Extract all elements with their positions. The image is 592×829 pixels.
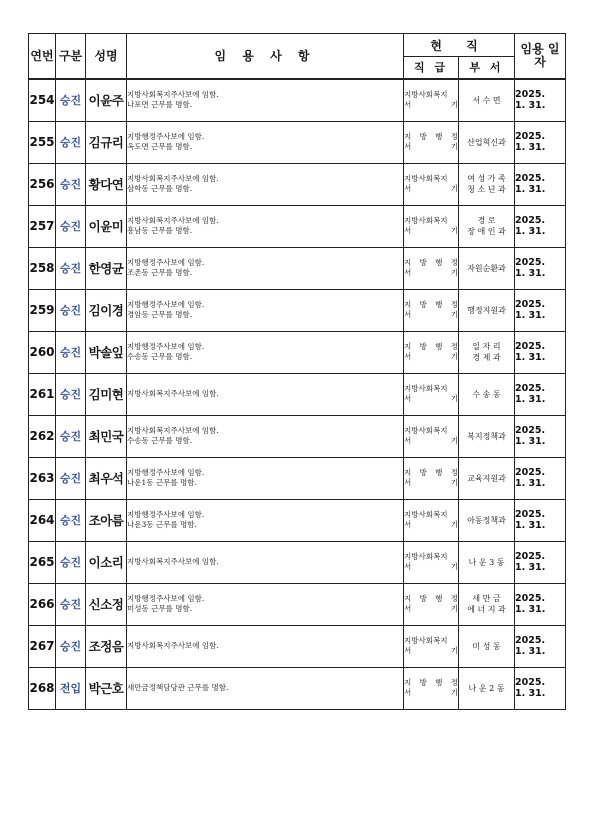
detail-line-1: 지방행정주사보에 임함.: [127, 342, 205, 351]
date-line-2: 1. 31.: [515, 184, 546, 195]
appointment-type: 승진: [56, 247, 86, 289]
current-department: [459, 205, 515, 247]
person-name: 김이경: [86, 289, 127, 331]
rank-line-2: 서 기: [404, 142, 458, 151]
appointment-type: 승진: [56, 541, 86, 583]
person-name: 최민국: [86, 415, 127, 457]
current-rank: [404, 583, 459, 625]
appointment-type: 승진: [56, 79, 86, 122]
rank-line-1: 지방사회복지: [404, 216, 448, 225]
dept-line-2: 장 애 인 과: [467, 227, 506, 236]
table-row: [29, 457, 566, 499]
table-row: [29, 625, 566, 667]
detail-line-1: 지방행정주사보에 임함.: [127, 132, 205, 141]
appointment-date: [515, 163, 566, 205]
appointment-date: [515, 667, 566, 709]
appointment-type: 승진: [56, 373, 86, 415]
dept-line-1: 아동정책과: [467, 515, 506, 525]
detail-line-1: 지방행정주사보에 임함.: [127, 468, 205, 477]
row-number: 254: [29, 79, 56, 122]
rank-line-2: 서 기: [404, 478, 458, 487]
appointment-date: [515, 373, 566, 415]
appointment-details: [127, 247, 404, 289]
date-line-2: 1. 31.: [515, 688, 546, 699]
date-line-1: 2025.: [515, 593, 546, 604]
dept-line-1: 여 성 가 족: [467, 174, 506, 183]
appointment-date: [515, 331, 566, 373]
current-department: [459, 79, 515, 122]
detail-line-2: 수송동 근무를 명함.: [127, 436, 193, 445]
dept-line-1: 자원순환과: [467, 263, 506, 273]
appointment-type: 승진: [56, 163, 86, 205]
detail-line-2: 나운3동 근무를 명함.: [127, 520, 197, 529]
appointment-details: [127, 625, 404, 667]
detail-line-2: 경암동 근무를 명함.: [127, 310, 193, 319]
dept-line-1: 새 만 금: [472, 594, 501, 603]
current-rank: [404, 541, 459, 583]
rank-line-2: 서 기: [404, 394, 458, 403]
appointment-details: [127, 79, 404, 122]
row-number: 257: [29, 205, 56, 247]
rank-line-2: 서 기: [404, 688, 458, 697]
date-line-2: 1. 31.: [515, 352, 546, 363]
date-line-2: 1. 31.: [515, 142, 546, 153]
current-department: [459, 331, 515, 373]
rank-line-1: 지 방 행 정: [404, 132, 458, 141]
current-rank: [404, 121, 459, 163]
current-department: [459, 667, 515, 709]
rank-line-2: 서 기: [404, 436, 458, 445]
dept-line-1: 미 성 동: [472, 641, 501, 651]
date-line-2: 1. 31.: [515, 604, 546, 615]
detail-line-1: 지방행정주사보에 임함.: [127, 258, 205, 267]
detail-line-1: 지방행정주사보에 임함.: [127, 300, 205, 309]
date-line-1: 2025.: [515, 551, 546, 562]
rank-line-1: 지 방 행 정: [404, 594, 458, 603]
appointment-type: 승진: [56, 289, 86, 331]
person-name: 조정음: [86, 625, 127, 667]
rank-line-2: 서 기: [404, 184, 458, 193]
date-line-2: 1. 31.: [515, 310, 546, 321]
current-rank: [404, 625, 459, 667]
current-rank: [404, 667, 459, 709]
dept-line-2: 청 소 년 과: [467, 185, 506, 194]
current-rank: [404, 79, 459, 122]
person-name: 이윤미: [86, 205, 127, 247]
row-number: 261: [29, 373, 56, 415]
appointment-details: [127, 667, 404, 709]
detail-line-2: 흥남동 근무를 명함.: [127, 226, 193, 235]
table-row: [29, 583, 566, 625]
date-line-2: 1. 31.: [515, 100, 546, 111]
appointment-date: [515, 625, 566, 667]
person-name: 박솔잎: [86, 331, 127, 373]
current-rank: [404, 457, 459, 499]
dept-line-1: 경 로: [477, 216, 496, 225]
rank-line-1: 지 방 행 정: [404, 678, 458, 687]
table-row: [29, 121, 566, 163]
detail-line-1: 지방사회복지주사보에 임함.: [127, 174, 219, 183]
date-line-2: 1. 31.: [515, 646, 546, 657]
appointment-type: 승진: [56, 499, 86, 541]
detail-line-1: 지방사회복지주사보에 임함.: [127, 389, 219, 398]
header-rank: 직 급: [404, 57, 459, 79]
date-line-1: 2025.: [515, 89, 546, 100]
rank-line-2: 서 기: [404, 646, 458, 655]
person-name: 조아름: [86, 499, 127, 541]
header-content: 임 용 사 항: [127, 34, 404, 79]
row-number: 268: [29, 667, 56, 709]
header-no: 연번: [29, 34, 56, 79]
dept-line-1: 나 운 3 동: [468, 557, 505, 567]
rank-line-1: 지 방 행 정: [404, 342, 458, 351]
date-line-2: 1. 31.: [515, 394, 546, 405]
appointment-date: [515, 583, 566, 625]
date-line-1: 2025.: [515, 635, 546, 646]
row-number: 259: [29, 289, 56, 331]
detail-line-1: 지방사회복지주사보에 임함.: [127, 216, 219, 225]
table-row: [29, 667, 566, 709]
rank-line-2: 서 기: [404, 520, 458, 529]
appointment-type: 승진: [56, 331, 86, 373]
appointment-date: [515, 541, 566, 583]
rank-line-2: 서 기: [404, 352, 458, 361]
detail-line-2: 조촌동 근무를 명함.: [127, 268, 193, 277]
rank-line-1: 지방사회복지: [404, 510, 448, 519]
dept-line-2: 경 제 과: [472, 353, 501, 362]
date-line-1: 2025.: [515, 131, 546, 142]
dept-line-1: 일 자 리: [472, 342, 501, 351]
appointment-details: [127, 541, 404, 583]
row-number: 260: [29, 331, 56, 373]
rank-line-1: 지방사회복지: [404, 636, 448, 645]
appointment-type: 승진: [56, 121, 86, 163]
date-line-2: 1. 31.: [515, 478, 546, 489]
detail-line-1: 지방사회복지주사보에 임함.: [127, 641, 219, 650]
appointment-date: [515, 289, 566, 331]
appointment-type: 승진: [56, 625, 86, 667]
rank-line-1: 지방사회복지: [404, 90, 448, 99]
date-line-1: 2025.: [515, 257, 546, 268]
appointment-details: [127, 583, 404, 625]
dept-line-2: 에 너 지 과: [467, 605, 506, 614]
person-name: 이윤주: [86, 79, 127, 122]
rank-line-1: 지방사회복지: [404, 552, 448, 561]
appointment-details: [127, 457, 404, 499]
table-row: [29, 79, 566, 122]
person-name: 이소리: [86, 541, 127, 583]
person-name: 김미현: [86, 373, 127, 415]
row-number: 266: [29, 583, 56, 625]
row-number: 255: [29, 121, 56, 163]
date-line-2: 1. 31.: [515, 562, 546, 573]
date-line-2: 1. 31.: [515, 226, 546, 237]
rank-line-2: 서 기: [404, 310, 458, 319]
detail-line-1: 지방행정주사보에 임함.: [127, 594, 205, 603]
person-name: 한영균: [86, 247, 127, 289]
dept-line-1: 산업혁신과: [467, 137, 506, 147]
appointment-type: 승진: [56, 457, 86, 499]
appointment-details: [127, 373, 404, 415]
appointment-details: [127, 499, 404, 541]
current-rank: [404, 247, 459, 289]
detail-line-2: 삼학동 근무를 명함.: [127, 184, 193, 193]
rank-line-2: 서 기: [404, 226, 458, 235]
dept-line-1: 복지정책과: [467, 431, 506, 441]
appointment-date: [515, 79, 566, 122]
person-name: 황다연: [86, 163, 127, 205]
rank-line-1: 지방사회복지: [404, 426, 448, 435]
detail-line-1: 새만금정책담당관 근무를 명함.: [127, 683, 229, 692]
current-rank: [404, 163, 459, 205]
current-department: [459, 625, 515, 667]
date-line-2: 1. 31.: [515, 436, 546, 447]
appointment-type: 승진: [56, 415, 86, 457]
current-department: [459, 373, 515, 415]
rank-line-2: 서 기: [404, 604, 458, 613]
rank-line-2: 서 기: [404, 100, 458, 109]
current-rank: [404, 331, 459, 373]
header-date: 임용 일자: [515, 34, 566, 79]
current-department: [459, 457, 515, 499]
current-rank: [404, 289, 459, 331]
current-department: [459, 541, 515, 583]
appointment-date: [515, 457, 566, 499]
rank-line-1: 지 방 행 정: [404, 468, 458, 477]
appointment-type: 전입: [56, 667, 86, 709]
appointment-details: [127, 205, 404, 247]
rank-line-1: 지 방 행 정: [404, 300, 458, 309]
detail-line-2: 수송동 근무를 명함.: [127, 352, 193, 361]
date-line-1: 2025.: [515, 677, 546, 688]
row-number: 263: [29, 457, 56, 499]
current-department: [459, 163, 515, 205]
table-row: [29, 331, 566, 373]
date-line-1: 2025.: [515, 425, 546, 436]
current-rank: [404, 415, 459, 457]
appointment-date: [515, 247, 566, 289]
header-type: 구분: [56, 34, 86, 79]
current-department: [459, 247, 515, 289]
date-line-1: 2025.: [515, 173, 546, 184]
detail-line-1: 지방사회복지주사보에 임함.: [127, 557, 219, 566]
date-line-1: 2025.: [515, 215, 546, 226]
header-dept: 부 서: [459, 57, 515, 79]
appointment-details: [127, 121, 404, 163]
row-number: 256: [29, 163, 56, 205]
current-rank: [404, 205, 459, 247]
table-row: [29, 247, 566, 289]
appointment-table: [28, 33, 566, 710]
person-name: 최우석: [86, 457, 127, 499]
dept-line-1: 서 수 면: [472, 95, 501, 105]
person-name: 신소정: [86, 583, 127, 625]
detail-line-2: 나운1동 근무를 명함.: [127, 478, 197, 487]
header-name: 성명: [86, 34, 127, 79]
rank-line-1: 지방사회복지: [404, 384, 448, 393]
detail-line-2: 옥도면 근무를 명함.: [127, 142, 193, 151]
current-department: [459, 289, 515, 331]
row-number: 265: [29, 541, 56, 583]
table-row: [29, 289, 566, 331]
dept-line-1: 행정지원과: [467, 305, 506, 315]
rank-line-2: 서 기: [404, 562, 458, 571]
table-row: [29, 499, 566, 541]
appointment-details: [127, 289, 404, 331]
rank-line-1: 지 방 행 정: [404, 258, 458, 267]
date-line-1: 2025.: [515, 341, 546, 352]
row-number: 258: [29, 247, 56, 289]
current-department: [459, 499, 515, 541]
appointment-type: 승진: [56, 583, 86, 625]
current-department: [459, 121, 515, 163]
detail-line-2: 나포면 근무를 명함.: [127, 100, 193, 109]
dept-line-1: 수 송 동: [472, 389, 501, 399]
rank-line-1: 지방사회복지: [404, 174, 448, 183]
appointment-type: 승진: [56, 205, 86, 247]
appointment-date: [515, 121, 566, 163]
appointment-date: [515, 499, 566, 541]
detail-line-2: 미성동 근무를 명함.: [127, 604, 193, 613]
date-line-1: 2025.: [515, 467, 546, 478]
row-number: 262: [29, 415, 56, 457]
table-row: [29, 541, 566, 583]
date-line-1: 2025.: [515, 299, 546, 310]
appointment-details: [127, 163, 404, 205]
date-line-1: 2025.: [515, 383, 546, 394]
date-line-2: 1. 31.: [515, 268, 546, 279]
appointment-details: [127, 415, 404, 457]
detail-line-1: 지방행정주사보에 임함.: [127, 510, 205, 519]
current-rank: [404, 499, 459, 541]
header-current: 현 직: [404, 34, 515, 57]
table-row: [29, 373, 566, 415]
table-row: [29, 415, 566, 457]
detail-line-1: 지방사회복지주사보에 임함.: [127, 90, 219, 99]
person-name: 김규리: [86, 121, 127, 163]
row-number: 267: [29, 625, 56, 667]
appointment-date: [515, 415, 566, 457]
current-rank: [404, 373, 459, 415]
person-name: 박근호: [86, 667, 127, 709]
dept-line-1: 나 운 2 동: [468, 683, 505, 693]
date-line-2: 1. 31.: [515, 520, 546, 531]
table-row: [29, 205, 566, 247]
current-department: [459, 583, 515, 625]
table-row: [29, 163, 566, 205]
current-department: [459, 415, 515, 457]
row-number: 264: [29, 499, 56, 541]
detail-line-1: 지방사회복지주사보에 임함.: [127, 426, 219, 435]
date-line-1: 2025.: [515, 509, 546, 520]
appointment-date: [515, 205, 566, 247]
appointment-details: [127, 331, 404, 373]
rank-line-2: 서 기: [404, 268, 458, 277]
dept-line-1: 교육지원과: [467, 473, 506, 483]
